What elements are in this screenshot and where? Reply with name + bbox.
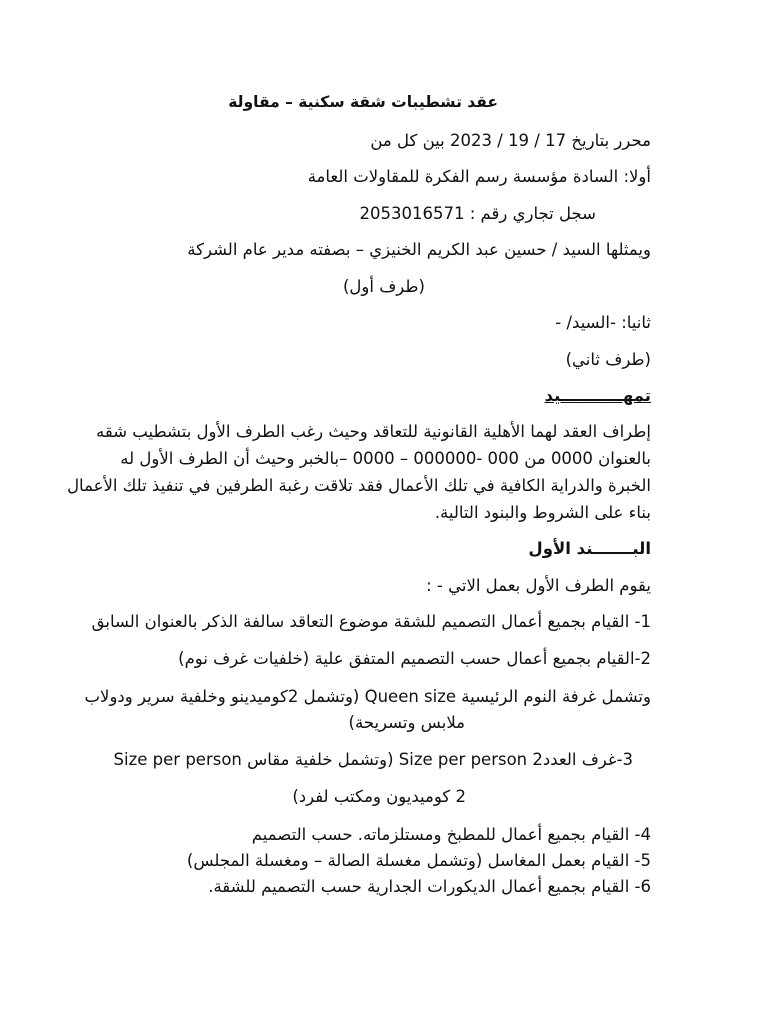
date-line: محرر بتاريخ 17 / 19 / 2023 بين كل من [370, 131, 651, 150]
preamble-line: بناء على الشروط والبنود التالية. [434, 503, 651, 522]
representative-line: ويمثلها السيد / حسين عبد الكريم الخنيزي – بصفته مدير عام الشركة [187, 240, 651, 259]
clause-item-4: 4- القيام بجميع أعمال للمطبخ ومستلزماته. حسب التصميم [251, 825, 651, 844]
clause-item-2-detail-cont: ملابس وتسريحة) [348, 713, 465, 732]
clause-1-heading: البـــــــند الأول [528, 539, 651, 558]
clause-item-6: 6- القيام بجميع أعمال الديكورات الجدارية حسب التصميم للشقة. [208, 877, 651, 896]
second-party-line: ثانيا: -السيد/ - [555, 313, 651, 332]
document-title: عقد تشطيبات شقة سكنية – مقاولة [228, 93, 498, 111]
preamble-line: الخبرة والدراية الكافية في تلك الأعمال فقد تلاقت رغبة الطرفين في تنفيذ تلك الأعمال [67, 476, 651, 495]
preamble-line: إطراف العقد لهما الأهلية القانونية للتعاقد وحيث رغب الطرف الأول بتشطيب شقه [96, 422, 651, 441]
clause-item-5: 5- القيام بعمل المغاسل (وتشمل مغسلة الصالة – ومغسلة المجلس) [186, 851, 651, 870]
clause-item-3: 3-غرف العدد2 Size per person (وتشمل خلفية مقاس Size per person [113, 750, 633, 769]
second-party-label: (طرف ثاني) [565, 350, 651, 369]
commercial-register-line: سجل تجاري رقم : 2053016571 [359, 204, 596, 223]
preamble-heading: تمهـــــــــــيد [544, 386, 651, 405]
preamble-line: بالعنوان 0000 من 000 -000000 – 0000 –بالخبر وحيث أن الطرف الأول له [120, 449, 651, 468]
clause-item-2-detail: وتشمل غرفة النوم الرئيسية Queen size (وتشمل 2كوميدينو وخلفية سرير ودولاب [84, 687, 651, 706]
clause-1-intro: يقوم الطرف الأول بعمل الاتي - : [426, 576, 651, 595]
first-party-label: (طرف أول) [342, 277, 425, 296]
clause-item-1: 1- القيام بجميع أعمال التصميم للشقة موضوع التعاقد سالفة الذكر بالعنوان السابق [91, 612, 651, 631]
clause-item-3-cont: 2 كوميديون ومكتب لفرد) [292, 787, 466, 806]
clause-item-2: 2-القيام بجميع أعمال حسب التصميم المتفق علية (خلفيات غرف نوم) [178, 649, 651, 668]
first-party-line: أولا: السادة مؤسسة رسم الفكرة للمقاولات العامة [307, 167, 651, 186]
